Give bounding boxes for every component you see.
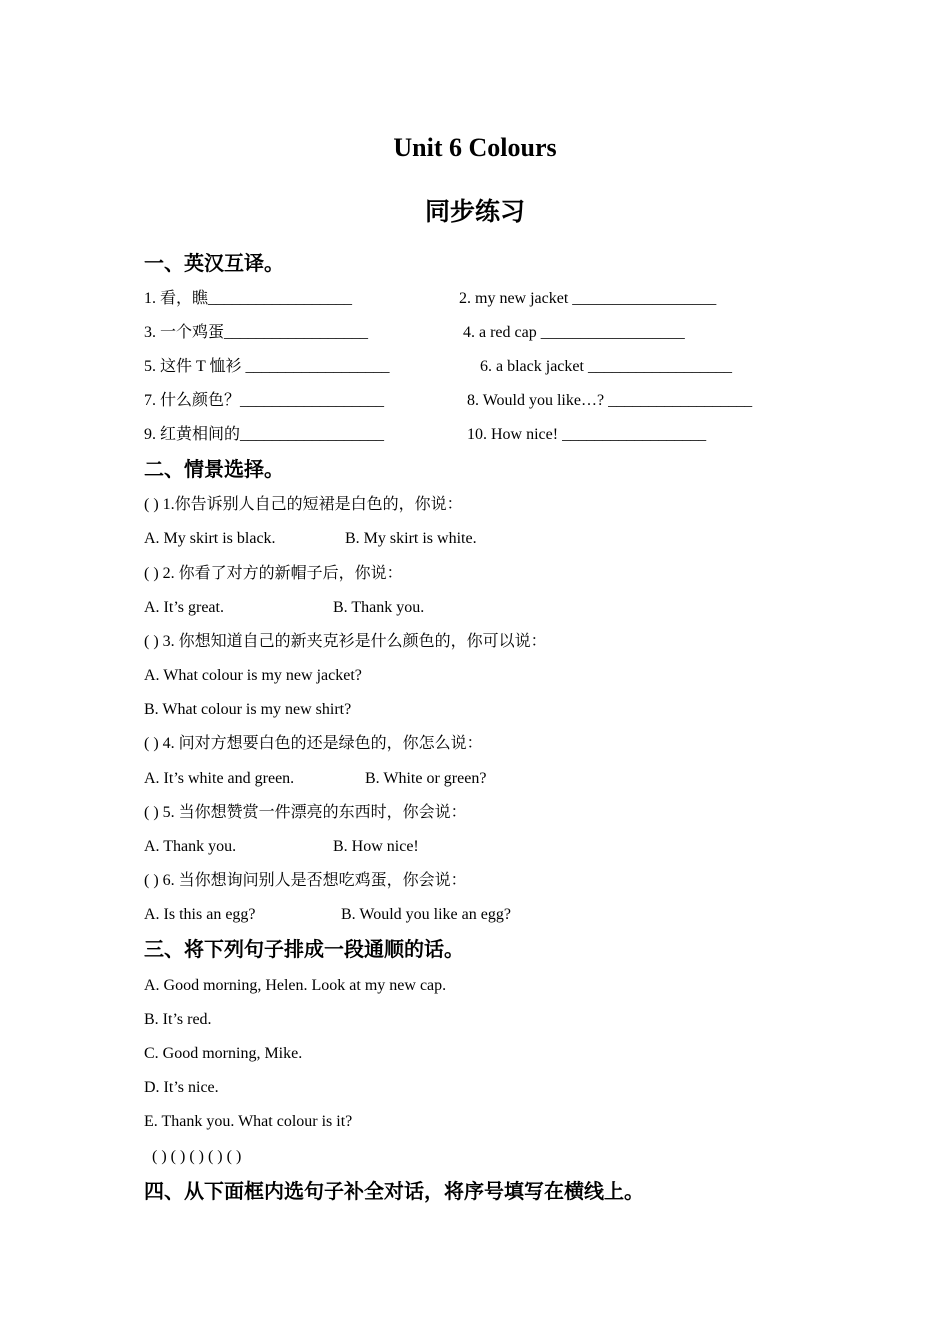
question-4: ( ) 4. 问对方想要白色的还是绿色的，你怎么说： (144, 735, 483, 752)
translation-item-3: 3. 一个鸡蛋__________________ (144, 324, 369, 341)
page-title: Unit 6 Colours (393, 133, 557, 162)
question-3: ( ) 3. 你想知道自己的新夹克衫是什么颜色的，你可以说： (144, 633, 547, 650)
question-4-option-b: B. White or green? (365, 770, 487, 787)
translation-item-1: 1. 看，瞧__________________ (144, 290, 353, 307)
section3-heading: 三、将下列句子排成一段通顺的话。 (144, 937, 464, 961)
section2-heading: 二、情景选择。 (144, 457, 284, 481)
translation-item-4: 4. a red cap __________________ (463, 324, 685, 341)
section4-heading: 四、从下面框内选句子补全对话，将序号填写在横线上。 (144, 1179, 644, 1203)
sentence-a: A. Good morning, Helen. Look at my new cap. (144, 977, 447, 994)
question-2-option-b: B. Thank you. (333, 599, 425, 616)
question-2: ( ) 2. 你看了对方的新帽子后，你说： (144, 565, 403, 582)
question-6-option-b: B. Would you like an egg? (341, 906, 511, 923)
question-1-option-a: A. My skirt is black. (144, 530, 276, 547)
section1-heading: 一、英汉互译。 (144, 251, 284, 275)
translation-item-8: 8. Would you like…? __________________ (467, 392, 753, 409)
order-answer-blanks: ( ) ( ) ( ) ( ) ( ) (152, 1148, 242, 1165)
question-4-option-a: A. It’s white and green. (144, 770, 295, 787)
sentence-e: E. Thank you. What colour is it? (144, 1113, 353, 1130)
question-3-option-a: A. What colour is my new jacket? (144, 667, 362, 684)
question-3-option-b: B. What colour is my new shirt? (144, 701, 352, 718)
translation-item-9: 9. 红黄相间的__________________ (144, 426, 385, 443)
question-6-option-a: A. Is this an egg? (144, 906, 256, 923)
sentence-b: B. It’s red. (144, 1011, 212, 1028)
question-1-option-b: B. My skirt is white. (345, 530, 477, 547)
question-6: ( ) 6. 当你想询问别人是否想吃鸡蛋，你会说： (144, 872, 467, 889)
sentence-d: D. It’s nice. (144, 1079, 219, 1096)
question-5-option-a: A. Thank you. (144, 838, 237, 855)
question-5-option-b: B. How nice! (333, 838, 419, 855)
question-5: ( ) 5. 当你想赞赏一件漂亮的东西时，你会说： (144, 804, 467, 821)
sentence-c: C. Good morning, Mike. (144, 1045, 303, 1062)
translation-item-5: 5. 这件 T 恤衫 __________________ (144, 358, 390, 375)
question-1: ( ) 1.你告诉别人自己的短裙是白色的，你说： (144, 496, 463, 513)
translation-item-7: 7. 什么颜色？__________________ (144, 392, 385, 409)
page-subtitle: 同步练习 (424, 197, 525, 226)
question-2-option-a: A. It’s great. (144, 599, 224, 616)
translation-item-10: 10. How nice! __________________ (467, 426, 707, 443)
translation-item-6: 6. a black jacket __________________ (480, 358, 732, 375)
translation-item-2: 2. my new jacket __________________ (459, 290, 717, 307)
